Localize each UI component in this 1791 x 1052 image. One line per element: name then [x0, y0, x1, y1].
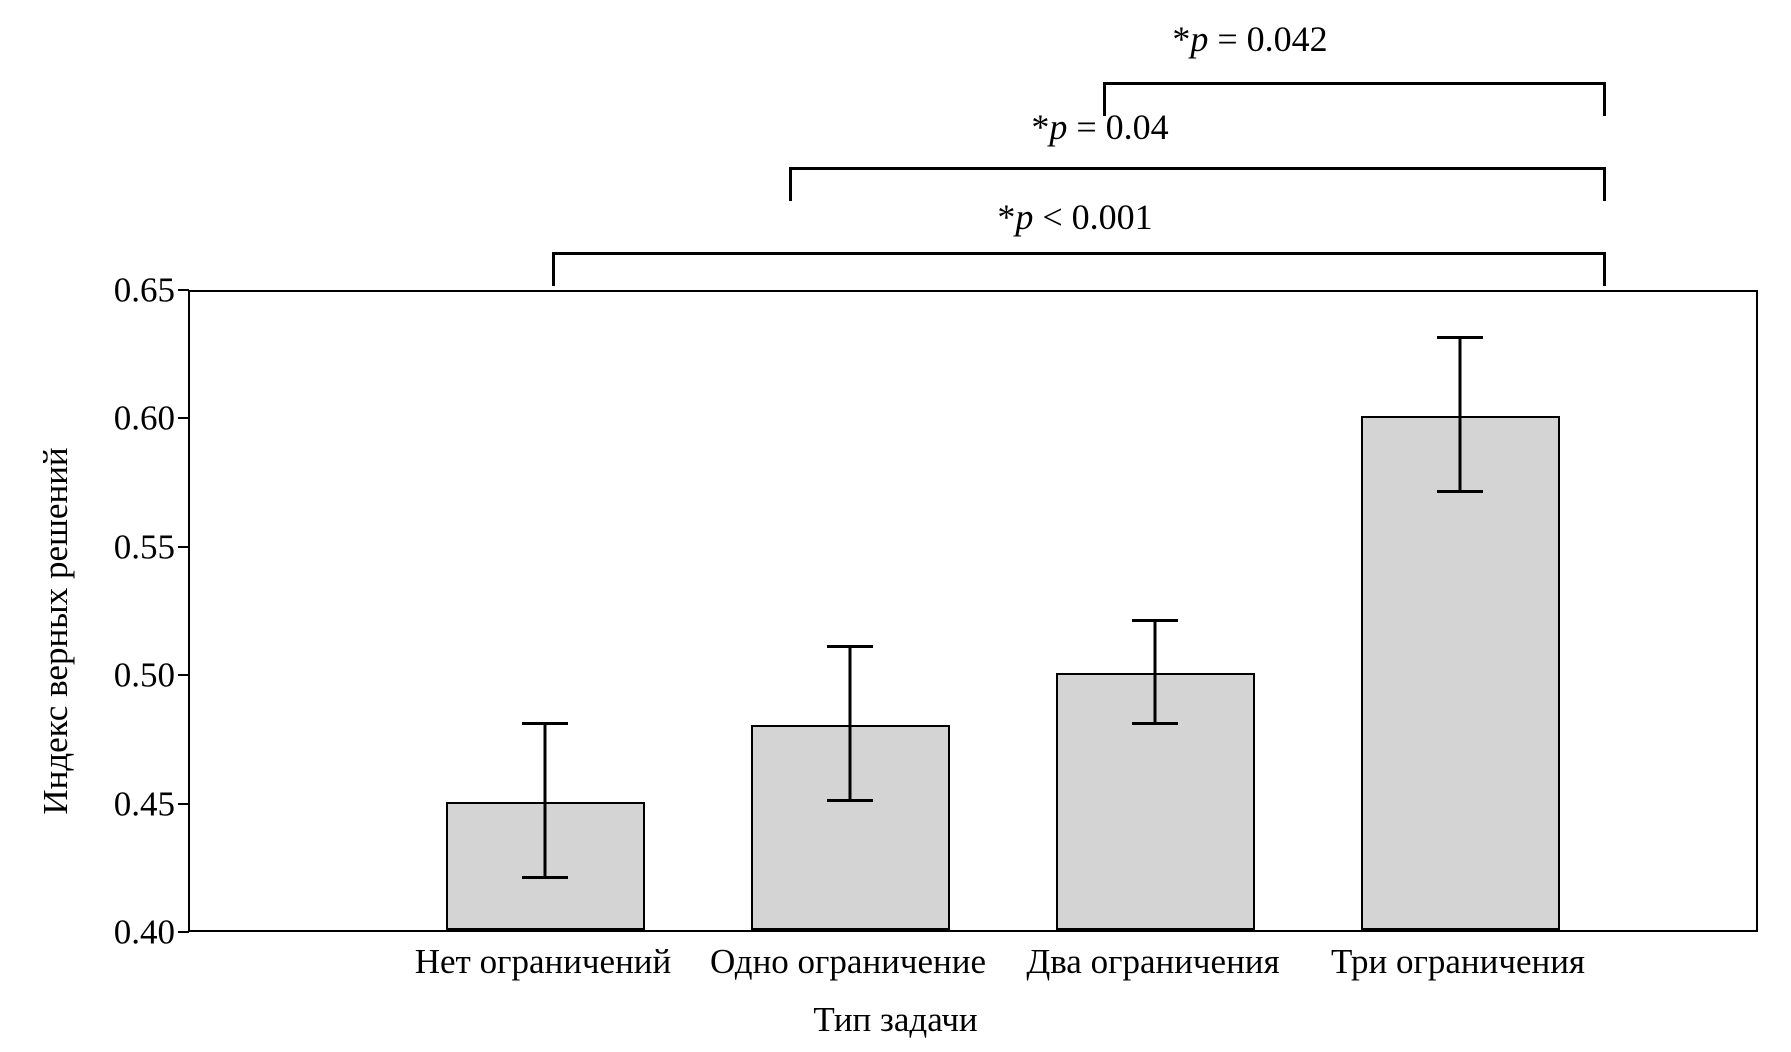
error-bar-cap-lower [827, 799, 873, 802]
y-axis-label: Индекс верных решений [36, 447, 75, 815]
bracket-line [552, 252, 1606, 255]
y-tick-marks [0, 290, 190, 932]
error-bar-cap-lower [1132, 722, 1178, 725]
significance-label-3 [1172, 18, 1327, 60]
x-tick-label-0: Нет ограничений [414, 942, 672, 981]
bar-3[interactable] [1361, 416, 1560, 930]
y-tick-label: 0.45 [113, 784, 175, 824]
error-bar-cap-upper [522, 722, 568, 725]
error-bar-cap-lower [1437, 490, 1483, 493]
y-tick-label: 0.65 [113, 270, 175, 310]
x-tick-label-2: Два ограничения [1026, 942, 1280, 981]
bracket-tick-right [1603, 252, 1606, 286]
significance-text-2: *p = 0.04 [1031, 107, 1169, 147]
significance-bracket-1 [552, 252, 1606, 286]
y-tick-label: 0.60 [113, 398, 175, 438]
bracket-tick-left [552, 252, 555, 286]
error-bar-cap-lower [522, 876, 568, 879]
significance-text-1: *p < 0.001 [997, 197, 1153, 237]
error-bar-cap-upper [827, 645, 873, 648]
error-bar-line [544, 725, 547, 879]
x-axis-label: Тип задачи [813, 1000, 978, 1039]
y-tick-label: 0.50 [113, 655, 175, 695]
significance-text-3: *p = 0.042 [1172, 19, 1328, 59]
x-tick-label-1: Одно ограничение [709, 942, 987, 981]
significance-label-2 [1031, 106, 1168, 148]
error-bar-cap-upper [1437, 336, 1483, 339]
error-bar-cap-upper [1132, 619, 1178, 622]
bracket-line [789, 167, 1606, 170]
error-bar-line [1154, 622, 1157, 725]
y-tick-label: 0.55 [113, 527, 175, 567]
significance-label-1 [997, 196, 1152, 238]
bracket-tick-left [789, 167, 792, 201]
bracket-tick-right [1603, 167, 1606, 201]
bracket-tick-right [1603, 82, 1606, 116]
y-tick-label: 0.40 [113, 912, 175, 952]
significance-bracket-2 [789, 167, 1606, 201]
error-bar-line [1459, 339, 1462, 493]
x-tick-label-3: Три ограничения [1330, 942, 1586, 981]
bracket-line [1103, 82, 1606, 85]
plot-area [188, 290, 1758, 932]
significance-bracket-3 [1103, 82, 1606, 116]
error-bar-line [849, 648, 852, 802]
